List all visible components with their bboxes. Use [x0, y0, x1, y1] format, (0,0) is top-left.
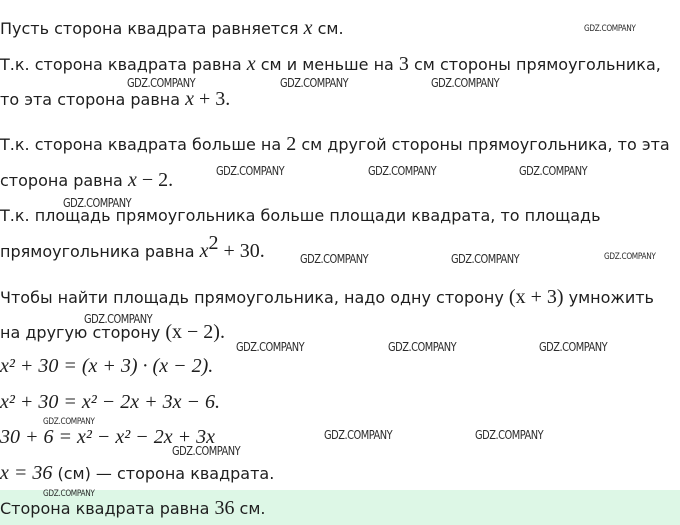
watermark: GDZ.COMPANY: [604, 252, 656, 262]
watermark: GDZ.COMPANY: [84, 312, 153, 326]
text-line-4: Т.к. сторона квадрата больше на 2 см другой стороны прямоугольника, то эта: [0, 133, 670, 155]
watermark: GDZ.COMPANY: [431, 76, 500, 90]
equation-1: x² + 30 = (x + 3) · (x − 2).: [0, 355, 214, 377]
watermark: GDZ.COMPANY: [519, 164, 588, 178]
text-line-6: Т.к. площадь прямоугольника больше площади квадрата, то площадь: [0, 206, 601, 225]
text-line-2: Т.к. сторона квадрата равна x см и меньше на 3 см стороны прямоугольника,: [0, 53, 661, 75]
watermark: GDZ.COMPANY: [388, 340, 457, 354]
watermark: GDZ.COMPANY: [368, 164, 437, 178]
watermark: GDZ.COMPANY: [236, 340, 305, 354]
watermark: GDZ.COMPANY: [43, 489, 95, 499]
watermark: GDZ.COMPANY: [172, 444, 241, 458]
answer-line: Сторона квадрата равна 36 см.: [0, 497, 266, 519]
text-line-9: на другую сторону (x − 2).: [0, 321, 225, 343]
text-line-3: то эта сторона равна x + 3.: [0, 88, 231, 110]
watermark: GDZ.COMPANY: [127, 76, 196, 90]
text-line-1: Пусть сторона квадрата равняется x см.: [0, 17, 344, 39]
equation-3: 30 + 6 = x² − x² − 2x + 3x: [0, 426, 215, 448]
watermark: GDZ.COMPANY: [300, 252, 369, 266]
watermark: GDZ.COMPANY: [216, 164, 285, 178]
watermark: GDZ.COMPANY: [280, 76, 349, 90]
watermark: GDZ.COMPANY: [539, 340, 608, 354]
text-line-8: Чтобы найти площадь прямоугольника, надо одну сторону (x + 3) умножить: [0, 286, 654, 308]
watermark: GDZ.COMPANY: [324, 428, 393, 442]
watermark: GDZ.COMPANY: [451, 252, 520, 266]
text-line-13: x = 36 (см) — сторона квадрата.: [0, 462, 275, 484]
watermark: GDZ.COMPANY: [475, 428, 544, 442]
text-line-7: прямоугольника равна $x^2 + 30$.: [0, 232, 265, 262]
watermark: GDZ.COMPANY: [63, 196, 132, 210]
text-line-5: сторона равна x − 2.: [0, 169, 174, 191]
watermark: GDZ.COMPANY: [584, 24, 636, 34]
watermark: GDZ.COMPANY: [43, 417, 95, 427]
equation-2: x² + 30 = x² − 2x + 3x − 6.: [0, 391, 220, 413]
